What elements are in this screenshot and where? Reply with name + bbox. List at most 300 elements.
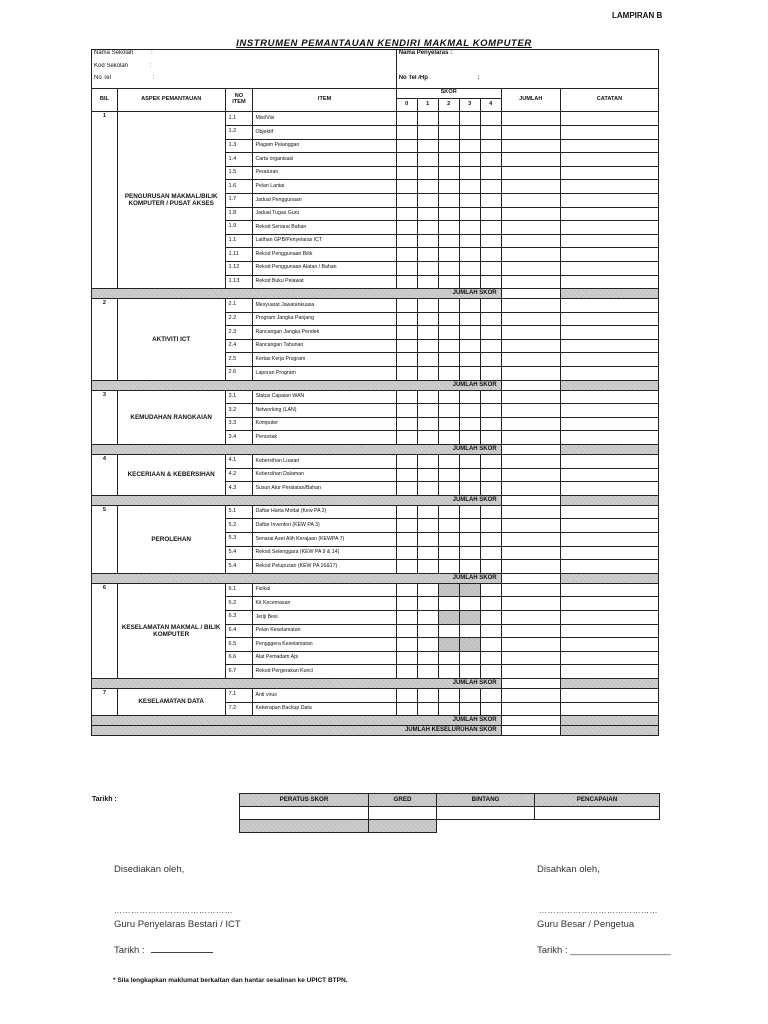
catatan-cell[interactable] — [560, 688, 658, 702]
score-cell-0[interactable] — [396, 207, 417, 221]
catatan-cell[interactable] — [560, 112, 658, 126]
score-cell-3[interactable] — [459, 207, 480, 221]
jumlah-cell[interactable] — [501, 153, 560, 167]
jumlah-cell[interactable] — [501, 326, 560, 340]
jumlah-skor-value[interactable] — [501, 380, 560, 390]
score-cell-0[interactable] — [396, 583, 417, 597]
summary-header-gred: GRED — [369, 794, 437, 807]
score-cell-3[interactable] — [459, 326, 480, 340]
catatan-cell[interactable] — [560, 234, 658, 248]
score-cell-0[interactable] — [396, 651, 417, 665]
score-cell-4[interactable] — [480, 299, 501, 313]
catatan-cell[interactable] — [560, 312, 658, 326]
catatan-cell[interactable] — [560, 390, 658, 404]
score-cell-0[interactable] — [396, 468, 417, 482]
score-cell-4[interactable] — [480, 638, 501, 652]
score-cell-2[interactable] — [438, 390, 459, 404]
score-cell-1[interactable] — [417, 610, 438, 624]
jumlah-skor-value[interactable] — [501, 678, 560, 688]
score-cell-2[interactable] — [438, 112, 459, 126]
score-cell-3[interactable] — [459, 261, 480, 275]
jumlah-cell[interactable] — [501, 367, 560, 381]
jumlah-cell[interactable] — [501, 125, 560, 139]
score-cell-1[interactable] — [417, 431, 438, 445]
jumlah-cell[interactable] — [501, 624, 560, 638]
item-no: 2.3 — [225, 326, 253, 340]
catatan-cell[interactable] — [560, 261, 658, 275]
score-cell-1[interactable] — [417, 367, 438, 381]
score-cell-1[interactable] — [417, 546, 438, 560]
score-cell-1[interactable] — [417, 261, 438, 275]
score-cell-0[interactable] — [396, 166, 417, 180]
item-name: Rekod Pergerakan Kunci — [253, 665, 396, 679]
jumlah-skor-value[interactable] — [501, 716, 560, 726]
score-cell-3[interactable] — [459, 299, 480, 313]
score-cell-2[interactable] — [438, 275, 459, 289]
score-cell-0[interactable] — [396, 455, 417, 469]
score-cell-2[interactable] — [438, 125, 459, 139]
jumlah-cell[interactable] — [501, 583, 560, 597]
score-cell-1[interactable] — [417, 248, 438, 262]
score-cell-3[interactable] — [459, 455, 480, 469]
jumlah-skor-row — [92, 573, 659, 583]
score-cell-0[interactable] — [396, 688, 417, 702]
score-cell-0[interactable] — [396, 533, 417, 547]
jumlah-cell[interactable] — [501, 221, 560, 235]
catatan-cell[interactable] — [560, 624, 658, 638]
score-cell-0[interactable] — [396, 505, 417, 519]
score-cell-3[interactable] — [459, 651, 480, 665]
score-cell-4[interactable] — [480, 248, 501, 262]
role-right: Guru Besar / Pengetua — [537, 919, 635, 930]
jumlah-keseluruhan-value[interactable] — [501, 726, 560, 736]
score-cell-3[interactable] — [459, 688, 480, 702]
catatan-cell[interactable] — [560, 367, 658, 381]
score-cell-2[interactable] — [438, 404, 459, 418]
score-cell-2[interactable] — [438, 139, 459, 153]
score-cell-0[interactable] — [396, 261, 417, 275]
catatan-cell[interactable] — [560, 546, 658, 560]
score-cell-2[interactable] — [438, 560, 459, 574]
score-cell-1[interactable] — [417, 180, 438, 194]
catatan-cell[interactable] — [560, 125, 658, 139]
jumlah-cell[interactable] — [501, 275, 560, 289]
score-cell-4[interactable] — [480, 339, 501, 353]
catatan-cell[interactable] — [560, 248, 658, 262]
jumlah-cell[interactable] — [501, 248, 560, 262]
score-cell-3[interactable] — [459, 193, 480, 207]
score-cell-4[interactable] — [480, 221, 501, 235]
score-cell-4[interactable] — [480, 261, 501, 275]
score-cell-2[interactable] — [438, 367, 459, 381]
score-cell-0[interactable] — [396, 234, 417, 248]
catatan-cell[interactable] — [560, 468, 658, 482]
score-cell-1[interactable] — [417, 665, 438, 679]
score-cell-4[interactable] — [480, 234, 501, 248]
score-cell-1[interactable] — [417, 390, 438, 404]
score-cell-4[interactable] — [480, 505, 501, 519]
jumlah-cell[interactable] — [501, 533, 560, 547]
score-cell-0[interactable] — [396, 390, 417, 404]
score-cell-4[interactable] — [480, 417, 501, 431]
score-cell-2[interactable] — [438, 234, 459, 248]
score-cell-0[interactable] — [396, 560, 417, 574]
score-cell-3[interactable] — [459, 339, 480, 353]
score-cell-2[interactable] — [438, 546, 459, 560]
score-cell-3[interactable] — [459, 125, 480, 139]
catatan-cell[interactable] — [560, 638, 658, 652]
score-cell-4[interactable] — [480, 688, 501, 702]
score-cell-4[interactable] — [480, 546, 501, 560]
score-cell-1[interactable] — [417, 417, 438, 431]
score-cell-2[interactable] — [438, 468, 459, 482]
score-cell-3[interactable] — [459, 353, 480, 367]
score-cell-3[interactable] — [459, 417, 480, 431]
lampiran-label: LAMPIRAN B — [612, 11, 663, 20]
section-aspek: KEMUDAHAN RANGKAIAN — [117, 390, 225, 444]
jumlah-cell[interactable] — [501, 166, 560, 180]
score-cell-2[interactable] — [438, 455, 459, 469]
score-cell-2[interactable] — [438, 326, 459, 340]
item-row — [92, 505, 659, 519]
score-cell-3[interactable] — [459, 166, 480, 180]
summary-cell-bintang[interactable] — [437, 807, 535, 820]
score-cell-3[interactable] — [459, 468, 480, 482]
score-cell-0[interactable] — [396, 275, 417, 289]
catatan-cell[interactable] — [560, 326, 658, 340]
catatan-cell[interactable] — [560, 193, 658, 207]
score-cell-3[interactable] — [459, 221, 480, 235]
catatan-cell[interactable] — [560, 299, 658, 313]
score-cell-4[interactable] — [480, 193, 501, 207]
score-cell-0[interactable] — [396, 417, 417, 431]
jumlah-cell[interactable] — [501, 688, 560, 702]
score-cell-1[interactable] — [417, 326, 438, 340]
jumlah-skor-value[interactable] — [501, 573, 560, 583]
score-cell-1[interactable] — [417, 638, 438, 652]
jumlah-cell[interactable] — [501, 651, 560, 665]
score-cell-2[interactable] — [438, 166, 459, 180]
jumlah-cell[interactable] — [501, 180, 560, 194]
catatan-cell[interactable] — [560, 417, 658, 431]
score-cell-0[interactable] — [396, 193, 417, 207]
score-cell-3[interactable] — [459, 546, 480, 560]
jumlah-cell[interactable] — [501, 455, 560, 469]
jumlah-cell[interactable] — [501, 560, 560, 574]
score-cell-0[interactable] — [396, 482, 417, 496]
catatan-cell[interactable] — [560, 207, 658, 221]
score-cell-3[interactable] — [459, 702, 480, 716]
catatan-cell[interactable] — [560, 221, 658, 235]
jumlah-cell[interactable] — [501, 261, 560, 275]
score-cell-4[interactable] — [480, 367, 501, 381]
score-cell-1[interactable] — [417, 702, 438, 716]
score-cell-4[interactable] — [480, 326, 501, 340]
item-name: Program Jangka Panjang — [253, 312, 396, 326]
summary-cell-gred[interactable] — [369, 807, 437, 820]
jumlah-cell[interactable] — [501, 665, 560, 679]
score-cell-0[interactable] — [396, 367, 417, 381]
score-cell-0[interactable] — [396, 248, 417, 262]
header-score-2: 2 — [438, 98, 459, 112]
score-cell-1[interactable] — [417, 560, 438, 574]
score-cell-3[interactable] — [459, 560, 480, 574]
score-cell-2[interactable] — [438, 651, 459, 665]
score-cell-0[interactable] — [396, 610, 417, 624]
catatan-cell[interactable] — [560, 404, 658, 418]
score-cell-0[interactable] — [396, 312, 417, 326]
catatan-cell[interactable] — [560, 597, 658, 611]
score-cell-4[interactable] — [480, 468, 501, 482]
score-cell-1[interactable] — [417, 597, 438, 611]
jumlah-skor-label: JUMLAH SKOR — [92, 495, 502, 505]
jumlah-cell[interactable] — [501, 299, 560, 313]
score-cell-0[interactable] — [396, 519, 417, 533]
jumlah-cell[interactable] — [501, 597, 560, 611]
jumlah-cell[interactable] — [501, 353, 560, 367]
catatan-cell[interactable] — [560, 139, 658, 153]
jumlah-cell[interactable] — [501, 139, 560, 153]
score-cell-4[interactable] — [480, 431, 501, 445]
score-cell-4[interactable] — [480, 455, 501, 469]
jumlah-cell[interactable] — [501, 610, 560, 624]
catatan-cell[interactable] — [560, 560, 658, 574]
score-cell-1[interactable] — [417, 221, 438, 235]
item-no: 5.3 — [225, 533, 253, 547]
catatan-cell[interactable] — [560, 180, 658, 194]
score-cell-3[interactable] — [459, 597, 480, 611]
jumlah-cell[interactable] — [501, 417, 560, 431]
score-cell-1[interactable] — [417, 353, 438, 367]
score-cell-2[interactable] — [438, 519, 459, 533]
catatan-cell[interactable] — [560, 166, 658, 180]
score-cell-1[interactable] — [417, 139, 438, 153]
jumlah-cell[interactable] — [501, 234, 560, 248]
score-cell-0[interactable] — [396, 221, 417, 235]
score-cell-0[interactable] — [396, 702, 417, 716]
score-cell-1[interactable] — [417, 651, 438, 665]
jumlah-cell[interactable] — [501, 390, 560, 404]
score-cell-2[interactable] — [438, 688, 459, 702]
score-cell-2[interactable] — [438, 180, 459, 194]
score-cell-2[interactable] — [438, 665, 459, 679]
jumlah-cell[interactable] — [501, 193, 560, 207]
summary-cell-pencapaian[interactable] — [535, 807, 660, 820]
score-cell-4[interactable] — [480, 560, 501, 574]
score-cell-2[interactable] — [438, 702, 459, 716]
score-cell-1[interactable] — [417, 583, 438, 597]
score-cell-2[interactable] — [438, 597, 459, 611]
jumlah-cell[interactable] — [501, 207, 560, 221]
score-cell-0[interactable] — [396, 624, 417, 638]
score-cell-4[interactable] — [480, 353, 501, 367]
catatan-cell[interactable] — [560, 482, 658, 496]
score-cell-0[interactable] — [396, 125, 417, 139]
score-cell-1[interactable] — [417, 112, 438, 126]
score-cell-1[interactable] — [417, 339, 438, 353]
score-cell-2[interactable] — [438, 533, 459, 547]
score-cell-4[interactable] — [480, 610, 501, 624]
score-cell-3[interactable] — [459, 431, 480, 445]
score-cell-1[interactable] — [417, 275, 438, 289]
score-cell-2[interactable] — [438, 261, 459, 275]
score-cell-0[interactable] — [396, 665, 417, 679]
score-cell-1[interactable] — [417, 468, 438, 482]
score-cell-2[interactable] — [438, 339, 459, 353]
score-cell-0[interactable] — [396, 353, 417, 367]
score-cell-0[interactable] — [396, 431, 417, 445]
score-cell-3[interactable] — [459, 139, 480, 153]
score-cell-1[interactable] — [417, 505, 438, 519]
jumlah-cell[interactable] — [501, 482, 560, 496]
score-cell-1[interactable] — [417, 533, 438, 547]
score-cell-2[interactable] — [438, 482, 459, 496]
score-cell-4[interactable] — [480, 651, 501, 665]
jumlah-cell[interactable] — [501, 468, 560, 482]
score-cell-3[interactable] — [459, 390, 480, 404]
score-cell-1[interactable] — [417, 193, 438, 207]
score-cell-4[interactable] — [480, 533, 501, 547]
score-cell-2[interactable] — [438, 248, 459, 262]
catatan-cell[interactable] — [560, 455, 658, 469]
score-cell-2[interactable] — [438, 193, 459, 207]
score-cell-4[interactable] — [480, 112, 501, 126]
jumlah-cell[interactable] — [501, 546, 560, 560]
score-cell-0[interactable] — [396, 597, 417, 611]
score-cell-3[interactable] — [459, 519, 480, 533]
score-cell-4[interactable] — [480, 624, 501, 638]
score-cell-0[interactable] — [396, 326, 417, 340]
score-cell-1[interactable] — [417, 519, 438, 533]
score-cell-2[interactable] — [438, 299, 459, 313]
score-cell-0[interactable] — [396, 153, 417, 167]
jumlah-skor-row — [92, 716, 659, 726]
score-cell-2[interactable] — [438, 312, 459, 326]
catatan-cell[interactable] — [560, 583, 658, 597]
catatan-cell[interactable] — [560, 431, 658, 445]
score-cell-4[interactable] — [480, 125, 501, 139]
score-cell-3[interactable] — [459, 665, 480, 679]
score-cell-0[interactable] — [396, 546, 417, 560]
score-cell-4[interactable] — [480, 390, 501, 404]
catatan-cell[interactable] — [560, 610, 658, 624]
score-cell-1[interactable] — [417, 688, 438, 702]
catatan-cell[interactable] — [560, 353, 658, 367]
jumlah-cell[interactable] — [501, 112, 560, 126]
score-cell-4[interactable] — [480, 166, 501, 180]
score-cell-4[interactable] — [480, 665, 501, 679]
catatan-cell[interactable] — [560, 702, 658, 716]
score-cell-1[interactable] — [417, 455, 438, 469]
jumlah-skor-value[interactable] — [501, 495, 560, 505]
score-cell-0[interactable] — [396, 180, 417, 194]
catatan-cell[interactable] — [560, 339, 658, 353]
score-cell-4[interactable] — [480, 139, 501, 153]
score-cell-4[interactable] — [480, 153, 501, 167]
score-cell-4[interactable] — [480, 597, 501, 611]
score-cell-1[interactable] — [417, 482, 438, 496]
score-cell-2[interactable] — [438, 624, 459, 638]
score-cell-0[interactable] — [396, 638, 417, 652]
score-cell-1[interactable] — [417, 299, 438, 313]
score-cell-4[interactable] — [480, 583, 501, 597]
score-cell-2[interactable] — [438, 417, 459, 431]
score-cell-4[interactable] — [480, 312, 501, 326]
jumlah-cell[interactable] — [501, 519, 560, 533]
score-cell-3[interactable] — [459, 153, 480, 167]
jumlah-cell[interactable] — [501, 312, 560, 326]
catatan-cell[interactable] — [560, 275, 658, 289]
score-cell-3[interactable] — [459, 505, 480, 519]
jumlah-skor-value[interactable] — [501, 289, 560, 299]
score-cell-3[interactable] — [459, 367, 480, 381]
score-cell-2[interactable] — [438, 505, 459, 519]
score-cell-0[interactable] — [396, 404, 417, 418]
score-cell-4[interactable] — [480, 404, 501, 418]
score-cell-3[interactable] — [459, 533, 480, 547]
score-cell-1[interactable] — [417, 207, 438, 221]
score-cell-2[interactable] — [438, 153, 459, 167]
score-cell-2[interactable] — [438, 353, 459, 367]
catatan-cell[interactable] — [560, 651, 658, 665]
score-cell-4[interactable] — [480, 275, 501, 289]
score-cell-0[interactable] — [396, 339, 417, 353]
score-cell-4[interactable] — [480, 519, 501, 533]
catatan-cell[interactable] — [560, 519, 658, 533]
jumlah-cell[interactable] — [501, 702, 560, 716]
score-cell-3[interactable] — [459, 482, 480, 496]
jumlah-cell[interactable] — [501, 431, 560, 445]
score-cell-1[interactable] — [417, 153, 438, 167]
score-cell-3[interactable] — [459, 312, 480, 326]
score-cell-3[interactable] — [459, 248, 480, 262]
score-cell-3[interactable] — [459, 404, 480, 418]
score-cell-3[interactable] — [459, 234, 480, 248]
catatan-cell[interactable] — [560, 505, 658, 519]
jumlah-cell[interactable] — [501, 638, 560, 652]
score-cell-1[interactable] — [417, 234, 438, 248]
score-cell-2[interactable] — [438, 207, 459, 221]
catatan-cell[interactable] — [560, 153, 658, 167]
score-cell-1[interactable] — [417, 312, 438, 326]
score-cell-4[interactable] — [480, 482, 501, 496]
jumlah-skor-value[interactable] — [501, 445, 560, 455]
score-cell-4[interactable] — [480, 207, 501, 221]
score-cell-3[interactable] — [459, 275, 480, 289]
summary-cell-peratus[interactable] — [240, 807, 369, 820]
jumlah-cell[interactable] — [501, 339, 560, 353]
catatan-cell[interactable] — [560, 665, 658, 679]
jumlah-cell[interactable] — [501, 505, 560, 519]
item-no: 1.3 — [225, 139, 253, 153]
score-cell-1[interactable] — [417, 404, 438, 418]
score-cell-2[interactable] — [438, 221, 459, 235]
score-cell-0[interactable] — [396, 139, 417, 153]
score-cell-3[interactable] — [459, 112, 480, 126]
score-cell-1[interactable] — [417, 624, 438, 638]
score-cell-2[interactable] — [438, 431, 459, 445]
score-cell-0[interactable] — [396, 299, 417, 313]
jumlah-cell[interactable] — [501, 404, 560, 418]
catatan-cell[interactable] — [560, 533, 658, 547]
score-cell-4[interactable] — [480, 180, 501, 194]
score-cell-3[interactable] — [459, 624, 480, 638]
score-cell-1[interactable] — [417, 166, 438, 180]
score-cell-4[interactable] — [480, 702, 501, 716]
score-cell-3[interactable] — [459, 180, 480, 194]
score-cell-0[interactable] — [396, 112, 417, 126]
score-cell-1[interactable] — [417, 125, 438, 139]
